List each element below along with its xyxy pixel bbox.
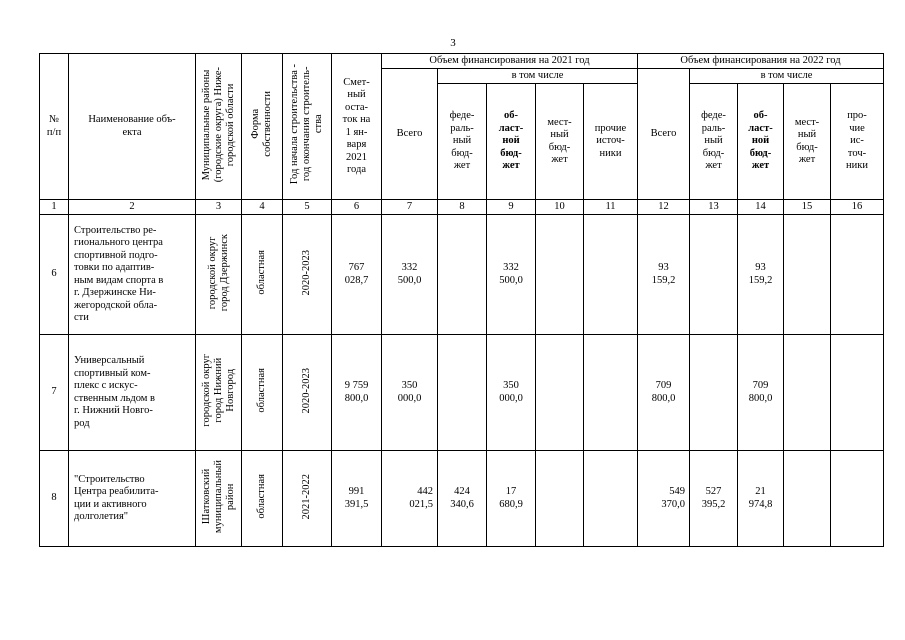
header-years: Год начала строительства - год окончания строитель- ства (283, 54, 332, 200)
regional-2022-cell: 93 159,2 (738, 215, 784, 335)
regional-2021-cell: 350 000,0 (487, 335, 536, 451)
column-number-row (40, 200, 884, 215)
ownership-cell: областная (242, 451, 283, 547)
header-local-2021: мест- ный бюд- жет (536, 84, 584, 200)
column-number: 16 (831, 200, 884, 215)
header-district: Муниципальные районы (городские округа) Ниже- городской области (196, 54, 242, 200)
federal-2022-cell (690, 335, 738, 451)
column-number: 3 (196, 200, 242, 215)
column-number: 7 (382, 200, 438, 215)
header-fin-2021: Объем финансирования на 2021 год (382, 54, 638, 69)
other-2022-cell (831, 215, 884, 335)
balance-cell: 991 391,5 (332, 451, 382, 547)
other-2022-cell (831, 451, 884, 547)
object-name: Строительство ре- гионального центра спортивной подго- товки по адаптив- ным видам спорта в г. Дзержинске Ни- жегородской обла- сти (69, 215, 196, 335)
header-total-2021: Всего (382, 69, 438, 200)
total-2022-cell: 709 800,0 (638, 335, 690, 451)
federal-2021-cell: 424 340,6 (438, 451, 487, 547)
local-2022-cell (784, 451, 831, 547)
column-number: 14 (738, 200, 784, 215)
federal-2021-cell (438, 335, 487, 451)
column-number: 4 (242, 200, 283, 215)
table-row (40, 335, 884, 451)
ownership-cell: областная (242, 335, 283, 451)
table-row (40, 451, 884, 547)
federal-2022-cell: 527 395,2 (690, 451, 738, 547)
header-fin-2022: Объем финансирования на 2022 год (638, 54, 884, 69)
balance-cell: 9 759 800,0 (332, 335, 382, 451)
total-2021-cell: 332 500,0 (382, 215, 438, 335)
header-federal-2021: феде- раль- ный бюд- жет (438, 84, 487, 200)
other-2021-cell (584, 335, 638, 451)
regional-2022-cell: 709 800,0 (738, 335, 784, 451)
table-row (40, 215, 884, 335)
column-number: 5 (283, 200, 332, 215)
column-number: 10 (536, 200, 584, 215)
column-number: 15 (784, 200, 831, 215)
object-name: "Строительство Центра реабилита- ции и активного долголетия" (69, 451, 196, 547)
local-2022-cell (784, 215, 831, 335)
local-2021-cell (536, 335, 584, 451)
total-2022-cell: 549 370,0 (638, 451, 690, 547)
years-cell: 2020-2023 (283, 335, 332, 451)
regional-2021-cell: 332 500,0 (487, 215, 536, 335)
district-cell: городской округ город Нижний Новгород (196, 335, 242, 451)
local-2022-cell (784, 335, 831, 451)
row-num: 8 (40, 451, 69, 547)
ownership-cell: областная (242, 215, 283, 335)
header-regional-2021: об- ласт- ной бюд- жет (487, 84, 536, 200)
page-number: 3 (450, 37, 456, 49)
years-cell: 2021-2022 (283, 451, 332, 547)
regional-2022-cell: 21 974,8 (738, 451, 784, 547)
column-number: 2 (69, 200, 196, 215)
federal-2022-cell (690, 215, 738, 335)
other-2022-cell (831, 335, 884, 451)
object-name: Универсальный спортивный ком- плекс с искус- ственным льдом в г. Нижний Новго- род (69, 335, 196, 451)
column-number: 12 (638, 200, 690, 215)
row-num: 6 (40, 215, 69, 335)
header-local-2022: мест- ный бюд- жет (784, 84, 831, 200)
header-num: № п/п (40, 54, 69, 200)
header-ownership: Форма собственности (242, 54, 283, 200)
total-2022-cell: 93 159,2 (638, 215, 690, 335)
local-2021-cell (536, 451, 584, 547)
header-including-2021: в том числе (438, 69, 638, 84)
header-balance: Смет- ный оста- ток на 1 ян- варя 2021 года (332, 54, 382, 200)
row-num: 7 (40, 335, 69, 451)
column-number: 9 (487, 200, 536, 215)
header-total-2022: Всего (638, 69, 690, 200)
total-2021-cell: 442 021,5 (382, 451, 438, 547)
column-number: 1 (40, 200, 69, 215)
header-other-2021: прочие источ- ники (584, 84, 638, 200)
years-cell: 2020-2023 (283, 215, 332, 335)
total-2021-cell: 350 000,0 (382, 335, 438, 451)
header-name: Наименование объ- екта (69, 54, 196, 200)
other-2021-cell (584, 215, 638, 335)
column-number: 11 (584, 200, 638, 215)
federal-2021-cell (438, 215, 487, 335)
header-other-2022: про- чие ис- точ- ники (831, 84, 884, 200)
local-2021-cell (536, 215, 584, 335)
header-including-2022: в том числе (690, 69, 884, 84)
district-cell: Шатковский муниципальный район (196, 451, 242, 547)
column-number: 6 (332, 200, 382, 215)
investment-table (39, 53, 884, 547)
balance-cell: 767 028,7 (332, 215, 382, 335)
regional-2021-cell: 17 680,9 (487, 451, 536, 547)
header-regional-2022: об- ласт- ной бюд- жет (738, 84, 784, 200)
district-cell: городской округ город Дзержинск (196, 215, 242, 335)
header-federal-2022: феде- раль- ный бюд- жет (690, 84, 738, 200)
other-2021-cell (584, 451, 638, 547)
column-number: 13 (690, 200, 738, 215)
column-number: 8 (438, 200, 487, 215)
